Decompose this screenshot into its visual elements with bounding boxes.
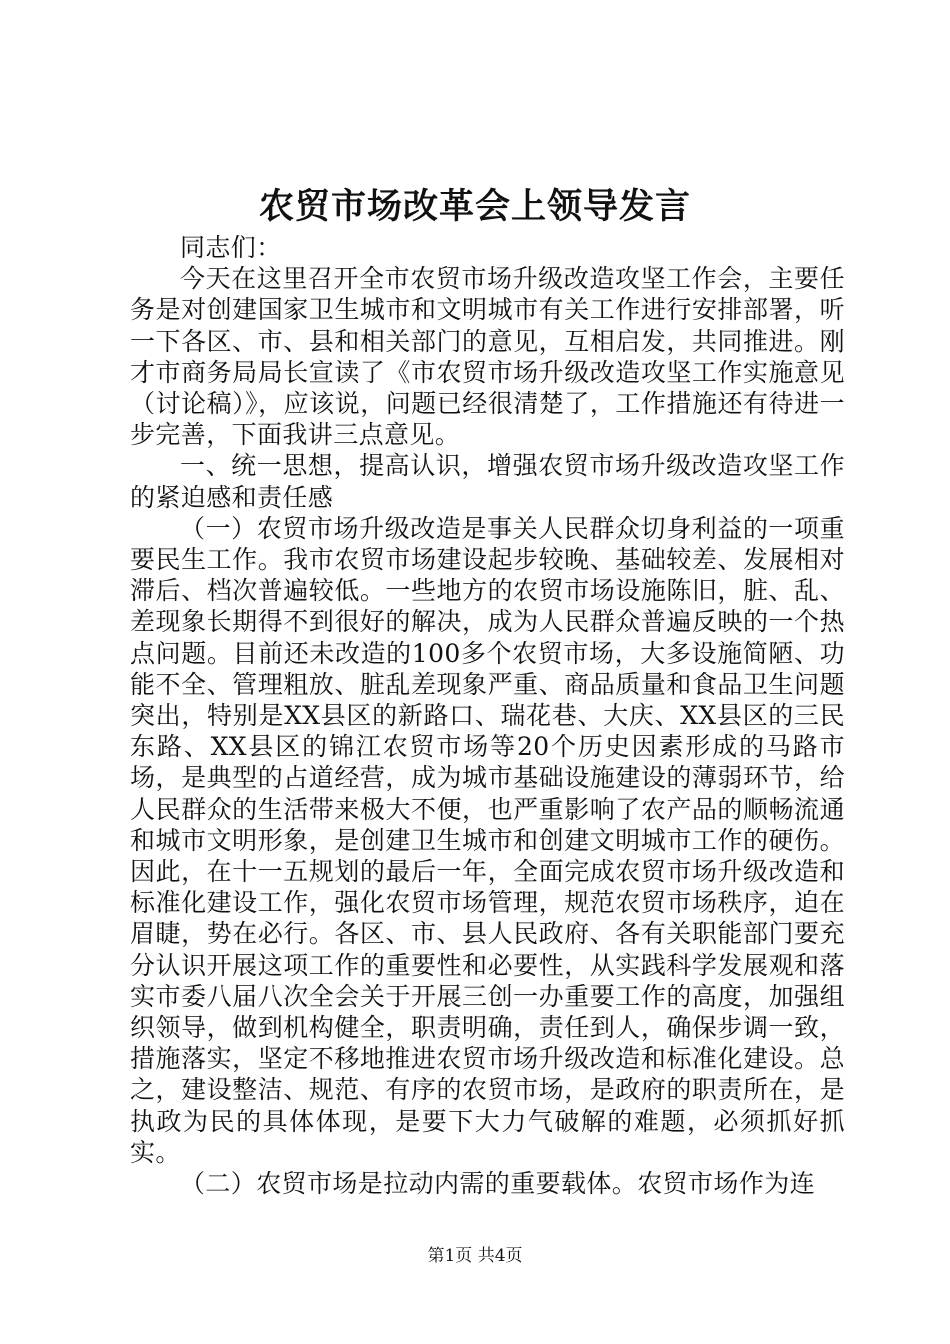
intro-paragraph: 今天在这里召开全市农贸市场升级改造攻坚工作会，主要任务是对创建国家卫生城市和文明城市有关工作进行安排部署，听一下各区、市、县和相关部门的意见，互相启发，共同推进。刚才市商务局局长宣读了《市农贸市场升级改造攻坚工作实施意见（讨论稿）》，应该说，问题已经很清楚了，工作措施还有待进一步完善，下面我讲三点意见。 — [130, 264, 845, 450]
document-title: 农贸市场改革会上领导发言 — [258, 186, 691, 227]
page-footer: 第1页 共4页 — [427, 1246, 523, 1266]
document-body — [130, 232, 845, 1199]
section-heading-one: 一、统一思想，提高认识，增强农贸市场升级改造攻坚工作的紧迫感和责任感 — [130, 451, 845, 512]
subsection-paragraph-two: （二）农贸市场是拉动内需的重要载体。农贸市场作为连 — [180, 1169, 816, 1199]
subsection-paragraph-one: （一）农贸市场升级改造是事关人民群众切身利益的一项重要民生工作。我市农贸市场建设起步较晚、基础较差、发展相对滞后、档次普遍较低。一些地方的农贸市场设施陈旧，脏、乱、差现象长期得不到很好的解决，成为人民群众普遍反映的一个热点问题。目前还未改造的100多个农贸市场，大多设施简陋、功能不全、管理粗放、脏乱差现象严重、商品质量和食品卫生问题突出，特别是XX县区的新路口、瑞花巷、大庆、XX县区的三民东路、XX县区的锦江农贸市场等20个历史因素形成的马路市场，是典型的占道经营，成为城市基础设施建设的薄弱环节，给人民群众的生活带来极大不便，也严重影响了农产品的顺畅流通和城市文明形象，是创建卫生城市和创建文明城市工作的硬伤。因此，在十一五规划的最后一年，全面完成农贸市场升级改造和标准化建设工作，强化农贸市场管理，规范农贸市场秩序，迫在眉睫，势在必行。各区、市、县人民政府、各有关职能部门要充分认识开展这项工作的重要性和必要性，从实践科学发展观和落实市委八届八次全会关于开展三创一办重要工作的高度，加强组织领导，做到机构健全，职责明确，责任到人，确保步调一致，措施落实，坚定不移地推进农贸市场升级改造和标准化建设。总之，建设整洁、规范、有序的农贸市场，是政府的职责所在，是执政为民的具体体现，是要下大力气破解的难题，必须抓好抓实。 — [130, 513, 845, 1167]
salutation-paragraph: 同志们： — [180, 233, 282, 262]
